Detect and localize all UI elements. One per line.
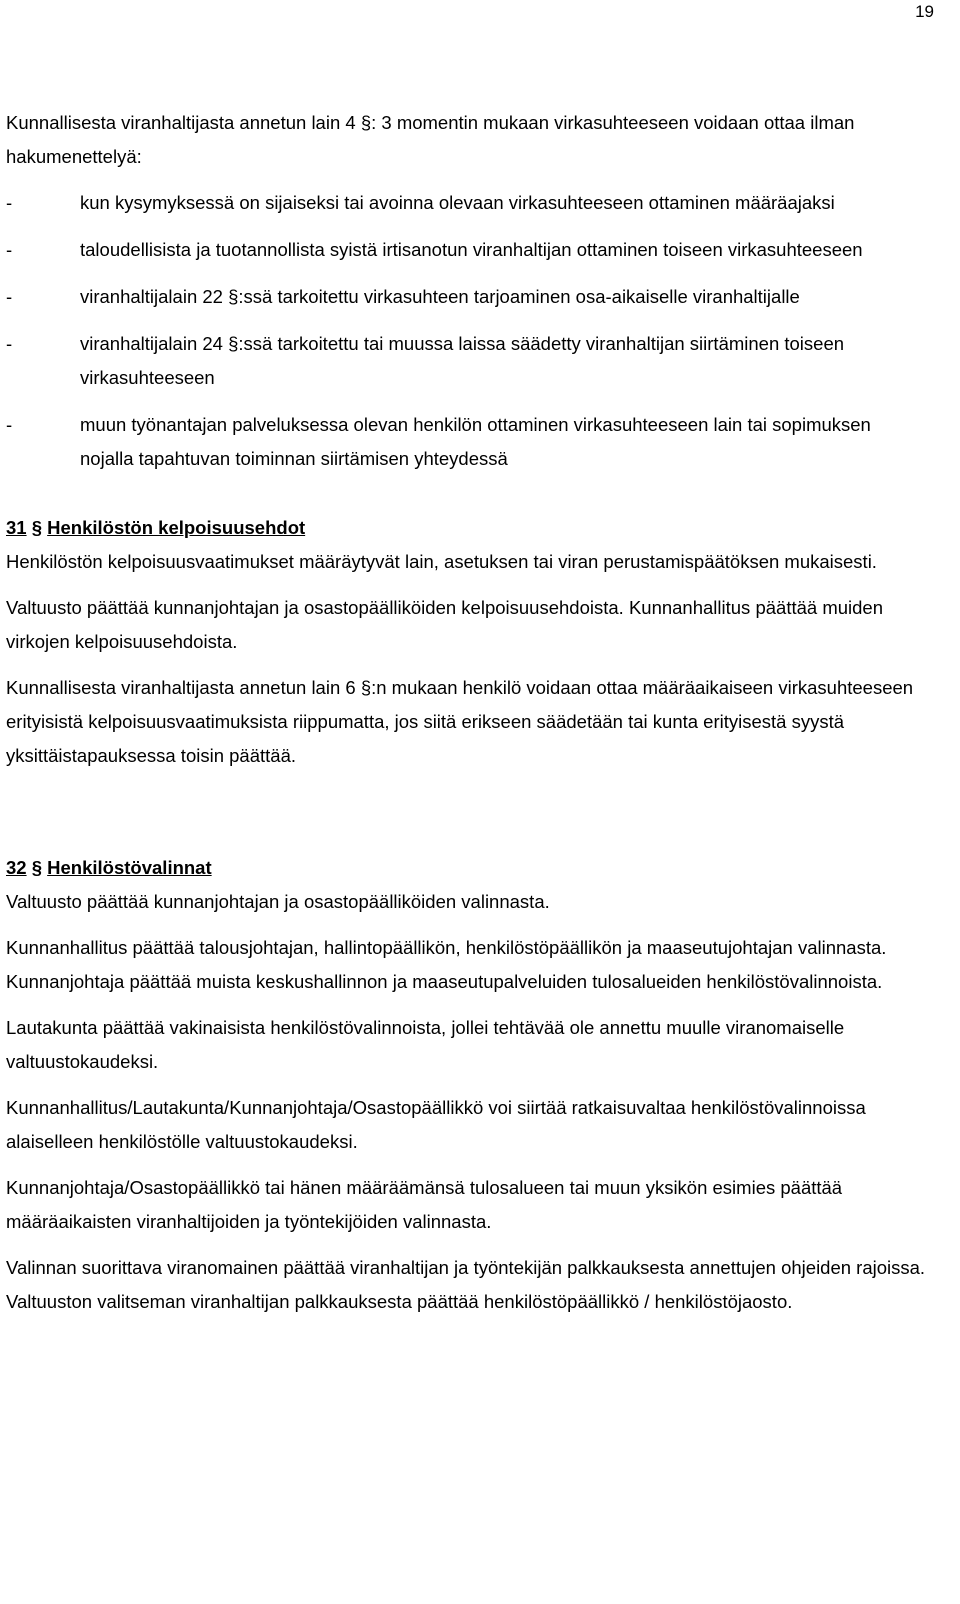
paragraph: Kunnanhallitus päättää talousjohtajan, hallintopäällikön, henkilöstöpäällikön ja maaseutujohtajan valinnasta. Kunnanjohtaja päättää muista keskushallinnon ja maaseutupalveluiden tulosalueiden henkilöstövalinnoista. [6,937,887,992]
section-number: 32 [6,857,27,878]
list-item-text: viranhaltijalain 24 §:ssä tarkoitettu tai muussa laissa säädetty viranhaltijan siirtäminen toiseen virkasuhteeseen [80,333,845,388]
section-number: 31 [6,517,27,538]
bullet-dash: - [6,239,13,260]
paragraph: Valinnan suorittava viranomainen päättää viranhaltijan ja työntekijän palkkauksesta annettujen ohjeiden rajoissa. Valtuuston valitseman viranhaltijan palkkauksesta päättää henkilöstöpäällikkö / henkilöstöjaosto. [6,1257,926,1312]
section-sign: § [31,517,43,538]
paragraph: Valtuusto päättää kunnanjohtajan ja osastopäälliköiden kelpoisuusehdoista. Kunnanhallitus päättää muiden virkojen kelpoisuusehdoista. [6,597,883,652]
section-31 [6,511,926,773]
intro-paragraph: Kunnallisesta viranhaltijasta annetun lain 4 §: 3 momentin mukaan virkasuhteeseen voidaan ottaa ilman hakumenettelyä: [6,112,855,167]
section-heading [6,851,926,885]
paragraph: Kunnanjohtaja/Osastopäällikkö tai hänen määräämänsä tulosalueen tai muun yksikön esimies päättää määräaikaisten viranhaltijoiden ja työntekijöiden valinnasta. [6,1177,843,1232]
list-item [6,186,926,220]
list-item-text: taloudellisista ja tuotannollista syistä irtisanotun viranhaltijan ottaminen toiseen virkasuhteeseen [80,239,863,260]
bullet-dash: - [6,286,13,307]
bullet-list [6,186,926,476]
paragraph: Kunnanhallitus/Lautakunta/Kunnanjohtaja/Osastopäällikkö voi siirtää ratkaisuvaltaa henkilöstövalinnoissa alaiselleen henkilöstölle valtuustokaudeksi. [6,1097,866,1152]
paragraph: Lautakunta päättää vakinaisista henkilöstövalinnoista, jollei tehtävää ole annettu muulle viranomaiselle valtuustokaudeksi. [6,1017,845,1072]
list-item [6,408,926,476]
bullet-dash: - [6,414,13,435]
section-title: Henkilöstön kelpoisuusehdot [47,517,306,538]
list-item-text: muun työnantajan palveluksessa olevan henkilön ottaminen virkasuhteeseen lain tai sopimuksen nojalla tapahtuvan toiminnan siirtämisen yhteydessä [80,414,871,469]
list-item-text: viranhaltijalain 22 §:ssä tarkoitettu virkasuhteen tarjoaminen osa-aikaiselle viranhaltijalle [80,286,800,307]
document-body [6,106,926,1331]
list-item [6,233,926,267]
list-item-text: kun kysymyksessä on sijaiseksi tai avoinna olevaan virkasuhteeseen ottaminen määräajaksi [80,192,835,213]
section-title: Henkilöstövalinnat [47,857,212,878]
bullet-dash: - [6,192,13,213]
paragraph: Henkilöstön kelpoisuusvaatimukset määräytyvät lain, asetuksen tai viran perustamispäätöksen mukaisesti. [6,551,877,572]
list-item [6,280,926,314]
paragraph: Valtuusto päättää kunnanjohtajan ja osastopäälliköiden valinnasta. [6,891,550,912]
list-item [6,327,926,395]
section-heading [6,511,926,545]
page-number: 19 [915,2,934,21]
section-32 [6,851,926,1319]
paragraph: Kunnallisesta viranhaltijasta annetun lain 6 §:n mukaan henkilö voidaan ottaa määräaikaiseen virkasuhteeseen erityisistä kelpoisuusvaatimuksista riippumatta, jos siitä erikseen säädetään tai kunta erityisestä syystä yksittäistapauksessa toisin päättää. [6,677,914,766]
section-sign: § [31,857,43,878]
bullet-dash: - [6,333,13,354]
